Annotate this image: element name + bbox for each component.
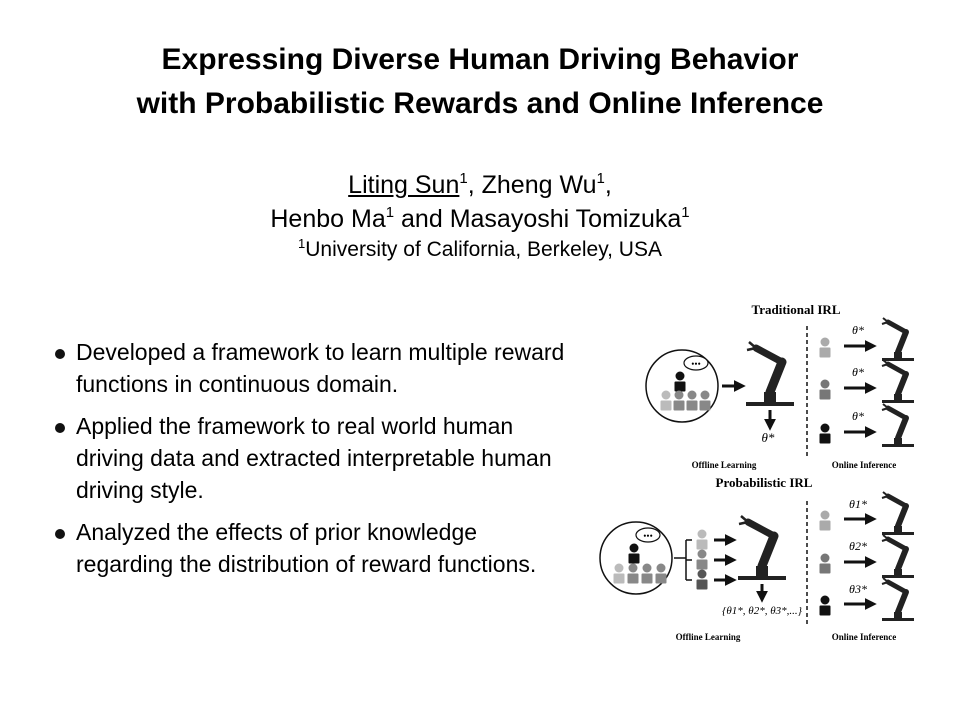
theta-prob-row: θ2* <box>849 539 867 553</box>
theta-set-label: {θ1*, θ2*, θ3*,...} <box>721 605 803 617</box>
irl-figure <box>596 296 936 646</box>
theta-row: θ* <box>852 409 864 423</box>
robot-arm <box>738 516 786 580</box>
author-sep: , <box>604 171 612 199</box>
theta-star-label: θ* <box>761 430 775 445</box>
bullet-item: Applied the framework to real world human driving data and extracted interpretable human driving style. <box>52 410 572 506</box>
speech-bubble-text: ••• <box>643 531 653 541</box>
bullet-item: Developed a framework to learn multiple reward functions in continuous domain. <box>52 336 572 400</box>
slide-title <box>0 38 960 126</box>
traditional-online-rows <box>820 318 915 447</box>
theta-row: θ* <box>852 365 864 379</box>
affiliation-text: University of California, Berkeley, USA <box>305 238 662 261</box>
author-name: Zheng Wu <box>481 171 597 199</box>
author-block <box>0 168 960 264</box>
affiliation-sup: 1 <box>298 236 306 251</box>
author-name: Henbo Ma <box>270 205 386 233</box>
title-line-1: Expressing Diverse Human Driving Behavior <box>161 43 799 76</box>
probabilistic-irl-title: Probabilistic IRL <box>715 475 813 490</box>
demo-crowd-top <box>646 350 718 422</box>
probabilistic-online-rows <box>820 492 915 621</box>
author-sep: , <box>467 171 482 199</box>
theta-prob-row: θ1* <box>849 497 867 511</box>
author-sup: 1 <box>681 204 690 221</box>
offline-learning-label: Offline Learning <box>691 460 757 470</box>
author-sep: and <box>394 205 450 233</box>
author-sup: 1 <box>596 170 605 187</box>
author-sup: 1 <box>459 170 468 187</box>
bullet-list <box>52 336 572 590</box>
demo-crowd-bottom <box>600 522 672 594</box>
online-inference-label: Online Inference <box>831 632 897 642</box>
authors-line-1 <box>0 168 960 202</box>
author-name: Liting Sun <box>348 171 460 199</box>
speech-bubble-text: ••• <box>691 359 701 369</box>
author-sup: 1 <box>385 204 395 221</box>
theta-prob-row: θ3* <box>849 582 867 596</box>
offline-learning-label: Offline Learning <box>675 632 741 642</box>
title-line-2: with Probabilistic Rewards and Online Inference <box>136 87 824 120</box>
authors-line-2 <box>0 202 960 236</box>
online-inference-label: Online Inference <box>831 460 897 470</box>
affiliation <box>0 236 960 264</box>
robot-arm <box>746 342 794 406</box>
theta-row: θ* <box>852 323 864 337</box>
author-name: Masayoshi Tomizuka <box>449 205 682 233</box>
traditional-irl-title: Traditional IRL <box>751 302 841 317</box>
bullet-item: Analyzed the effects of prior knowledge regarding the distribution of reward functions. <box>52 516 572 580</box>
